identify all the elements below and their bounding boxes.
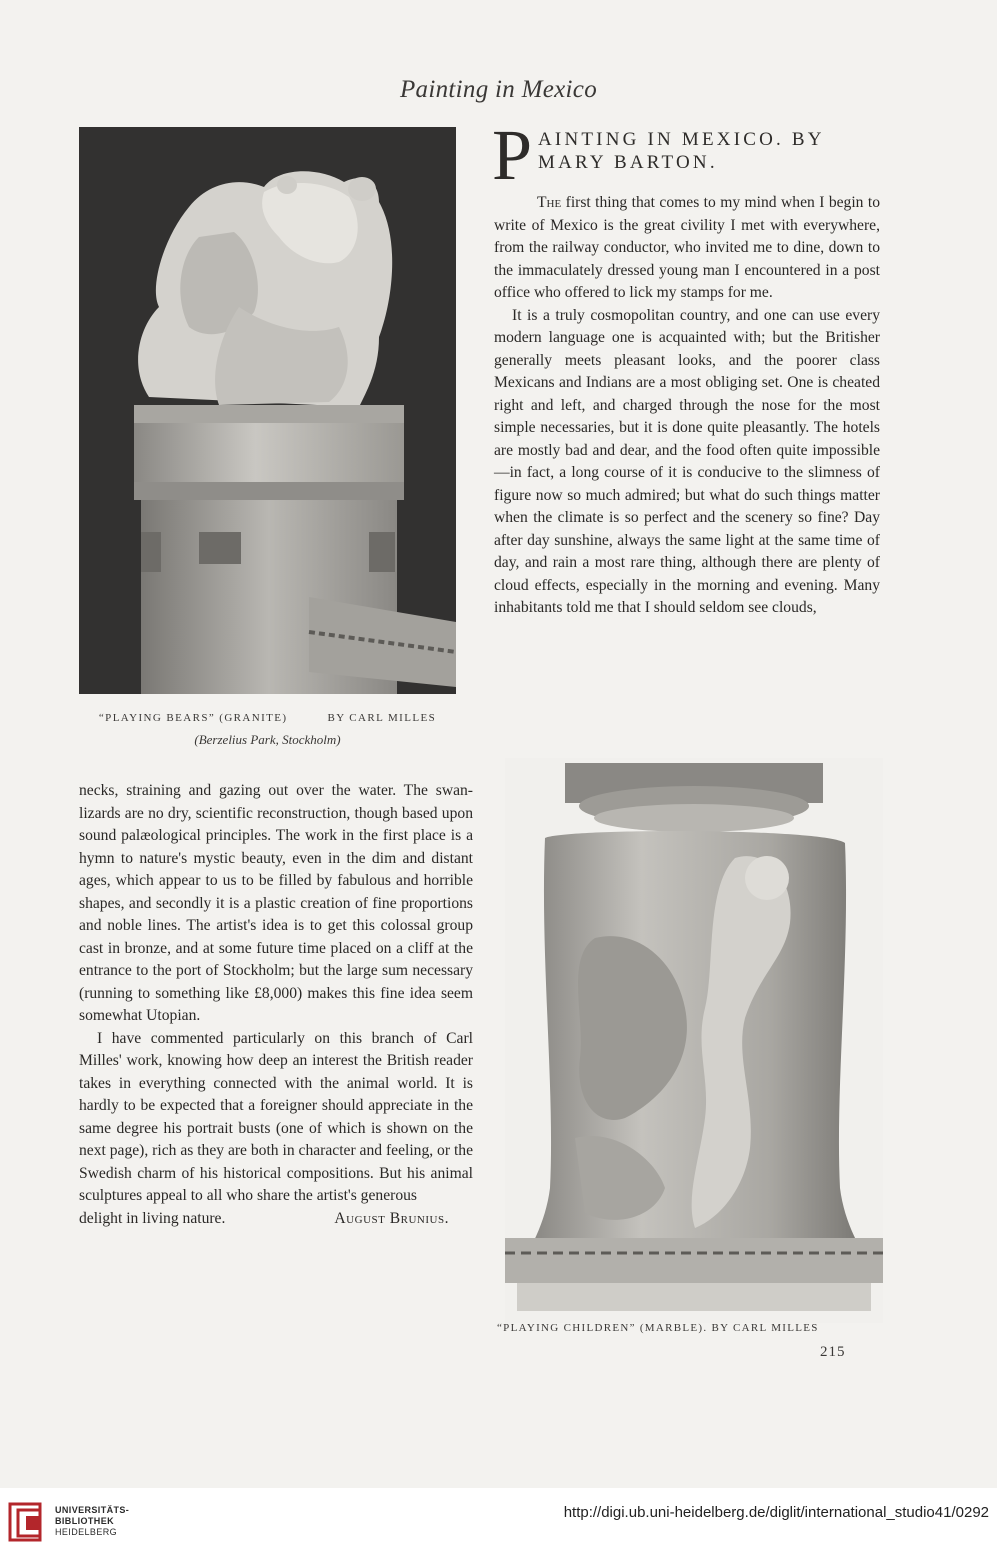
library-logo-icon — [8, 1500, 48, 1551]
library-name-line-2: BIBLIOTHEK — [55, 1516, 114, 1526]
figure1-caption-title: “PLAYING BEARS” (GRANITE) — [98, 712, 288, 724]
article-paragraph-2: It is a truly cosmopolitan country, and one can use every modern language one is acquainted with; but the Britisher generally meets pleasant looks, and the poorer class Mexicans and Indians are a most obliging set. One is cheated right and left, and charged through the nose for the most simple necessaries, but it is done quite pleasantly. The hotels are mostly bad and dear, and the food often quite impossible—in fact, a long course of it is conducive to the slimness of figure now so much admired; but what do such things matter when the climate is so perfect and the scenery so fine? Day after day sunshine, always the same light at the same time of day, and rain a most rare thing, although there are plenty of cloud effects, especially in the morning and evening. Many inhabitants told me that I should seldom see clouds, — [494, 306, 880, 616]
drop-cap: P — [492, 115, 533, 195]
figure2-caption: “PLAYING CHILDREN” (MARBLE). BY CARL MILLES — [497, 1322, 819, 1334]
article-body — [494, 192, 880, 620]
figure1-caption-artist: BY CARL MILLES — [327, 712, 437, 724]
library-name-line-1: UNIVERSITÄTS- — [55, 1505, 130, 1515]
figure1-caption-location: (Berzelius Park, Stockholm) — [194, 732, 341, 747]
left-paragraph-2: I have commented particularly on this branch of Carl Milles' work, knowing how deep an interest the British reader takes in everything connected with the animal world. It is hardly to be expected that a foreigner should appreciate in the same degree his portrait busts (one of which is shown on the next page), rich as they are both in character and feeling, or the Swedish charm of his historical compositions. But his animal sculptures appeal to all who share the artist's generous — [79, 1029, 473, 1204]
page-number: 215 — [820, 1344, 846, 1360]
article-paragraph-1-text: first thing that comes to my mind when I begin to write of Mexico is the great civility I met with everywhere, from the railway conductor, who invited me to dine, down to the immaculately dressed young man I encountered in a post office who offered to lick my stamps for me. — [494, 194, 880, 301]
left-paragraph-1: necks, straining and gazing out over the water. The swan-lizards are no dry, scientific reconstruction, though based upon sound palæological principles. The work in the first place is a hymn to nature's mystic beauty, even in the dim and distant ages, which appear to us to be filled by fabulous and horrible shapes, and secondly it is a plastic creation of fine proportions and noble lines. The artist's idea is to get this colossal group cast in bronze, and at some future time placed on a cliff at the entrance to the port of Stockholm; but the large sum necessary (running to something like £8,000) makes this fine idea seem somewhat Utopian. — [79, 782, 473, 1024]
article-paragraph-1 — [494, 192, 880, 305]
article-title: AINTING IN MEXICO. BY MARY BARTON. — [538, 129, 825, 173]
digitization-footer — [0, 1488, 997, 1560]
signature-line — [79, 1208, 473, 1231]
playing-bears-photo — [79, 127, 456, 694]
article-lead-word: The — [537, 194, 562, 211]
figure1-caption — [79, 712, 456, 724]
left-column-text — [79, 780, 473, 1230]
closing-text: delight in living nature. — [79, 1209, 226, 1227]
library-name-line-3: HEIDELBERG — [55, 1527, 118, 1537]
source-url-link[interactable]: http://digi.ub.uni-heidelberg.de/diglit/international_studio41/0292 — [563, 1504, 989, 1521]
running-head: Painting in Mexico — [399, 76, 597, 103]
author-signature: August Brunius. — [334, 1209, 449, 1227]
playing-children-photo — [505, 758, 883, 1323]
library-name — [55, 1505, 129, 1538]
